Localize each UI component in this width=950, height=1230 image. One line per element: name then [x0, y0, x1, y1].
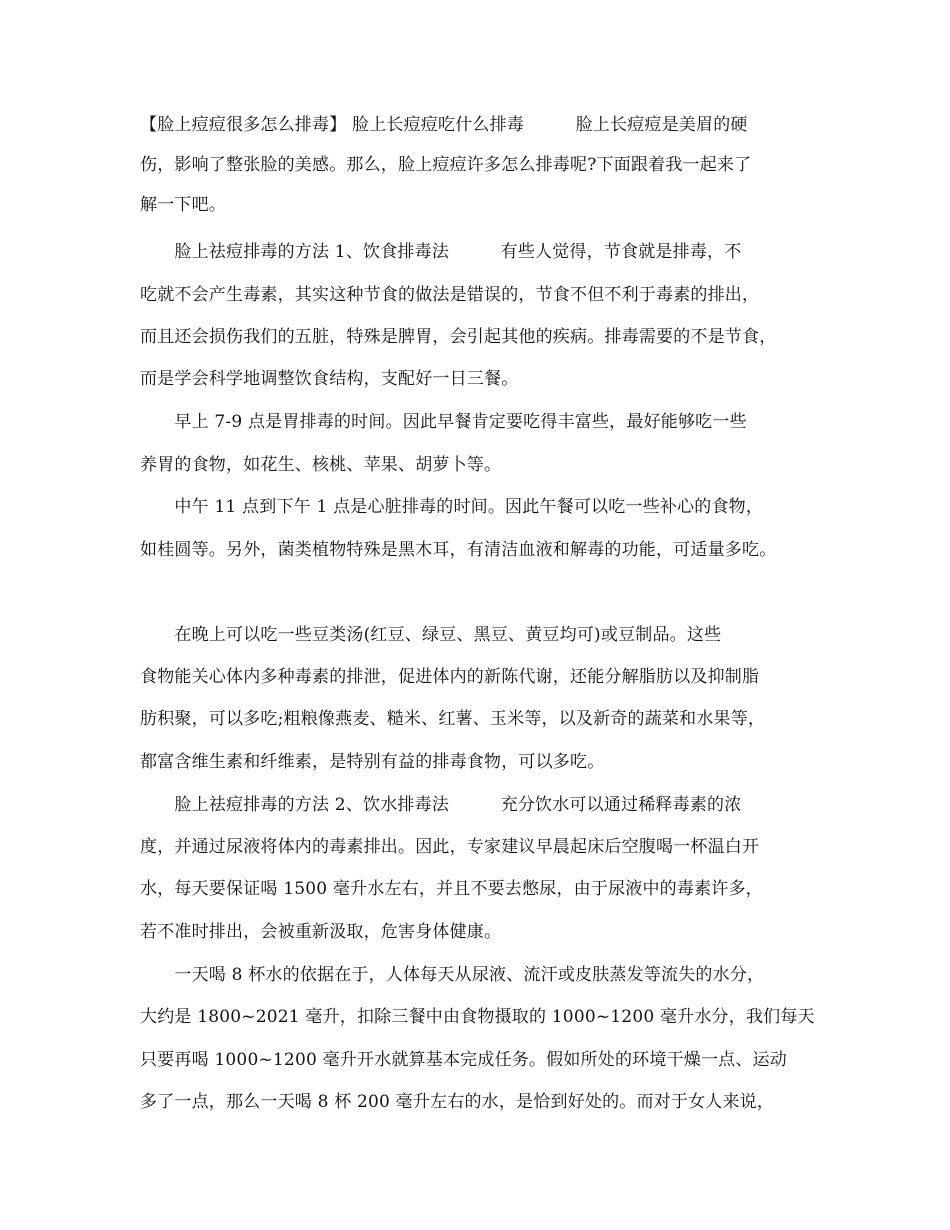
text-line: 养胃的食物，如花生、核桃、苹果、胡萝卜等。 — [140, 455, 502, 475]
text-line: 脸上祛痘排毒的方法 2、饮水排毒法 充分饮水可以通过稀释毒素的浓 — [140, 795, 742, 815]
text-line: 而且还会损伤我们的五脏，特殊是脾胃，会引起其他的疾病。排毒需要的不是节食， — [140, 327, 777, 347]
text-line: 一天喝 8 杯水的依据在于，人体每天从尿液、流汗或皮肤蒸发等流失的水分， — [140, 965, 765, 985]
text-line: 水，每天要保证喝 1500 毫升水左右，并且不要去憋尿，由于尿液中的毒素许多， — [140, 879, 763, 899]
text-line: 大约是 1800~2021 毫升，扣除三餐中由食物摄取的 1000~1200 毫升水分，我们每天 — [140, 1007, 815, 1027]
text-line: 吃就不会产生毒素，其实这种节食的做法是错误的，节食不但不利于毒素的排出， — [140, 285, 760, 305]
text-line: 都富含维生素和纤维素，是特别有益的排毒食物，可以多吃。 — [140, 752, 605, 772]
text-line: 而是学会科学地调整饮食结构，支配好一日三餐。 — [140, 369, 519, 389]
text-line: 度，并通过尿液将体内的毒素排出。因此，专家建议早晨起床后空腹喝一杯温白开 — [140, 837, 760, 857]
text-line: 脸上祛痘排毒的方法 1、饮食排毒法 有些人觉得，节食就是排毒，不 — [140, 242, 742, 262]
text-line: 【脸上痘痘很多怎么排毒】 脸上长痘痘吃什么排毒 脸上长痘痘是美眉的硬 — [140, 115, 748, 135]
text-line: 只要再喝 1000~1200 毫升开水就算基本完成任务。假如所处的环境干燥一点、运动 — [140, 1050, 787, 1070]
text-line: 如桂圆等。另外，菌类植物特殊是黑木耳，有清洁血液和解毒的功能，可适量多吃。 — [140, 540, 777, 560]
text-line: 肪积聚，可以多吃;粗粮像燕麦、糙米、红薯、玉米等，以及新奇的蔬菜和水果等， — [140, 709, 766, 729]
text-line: 伤，影响了整张脸的美感。那么，脸上痘痘许多怎么排毒呢?下面跟着我一起来了 — [140, 155, 752, 175]
text-line: 多了一点，那么一天喝 8 杯 200 毫升左右的水，是恰到好处的。而对于女人来说， — [140, 1092, 775, 1112]
text-line: 解一下吧。 — [140, 195, 226, 215]
text-line: 若不准时排出，会被重新汲取，危害身体健康。 — [140, 922, 502, 942]
text-line: 食物能关心体内多种毒素的排泄，促进体内的新陈代谢，还能分解脂肪以及抑制脂 — [140, 667, 760, 687]
text-line: 在晚上可以吃一些豆类汤(红豆、绿豆、黑豆、黄豆均可)或豆制品。这些 — [140, 625, 722, 645]
text-line: 中午 11 点到下午 1 点是心脏排毒的时间。因此午餐可以吃一些补心的食物， — [140, 497, 764, 517]
text-line: 早上 7-9 点是胃排毒的时间。因此早餐肯定要吃得丰富些，最好能够吃一些 — [140, 412, 747, 432]
